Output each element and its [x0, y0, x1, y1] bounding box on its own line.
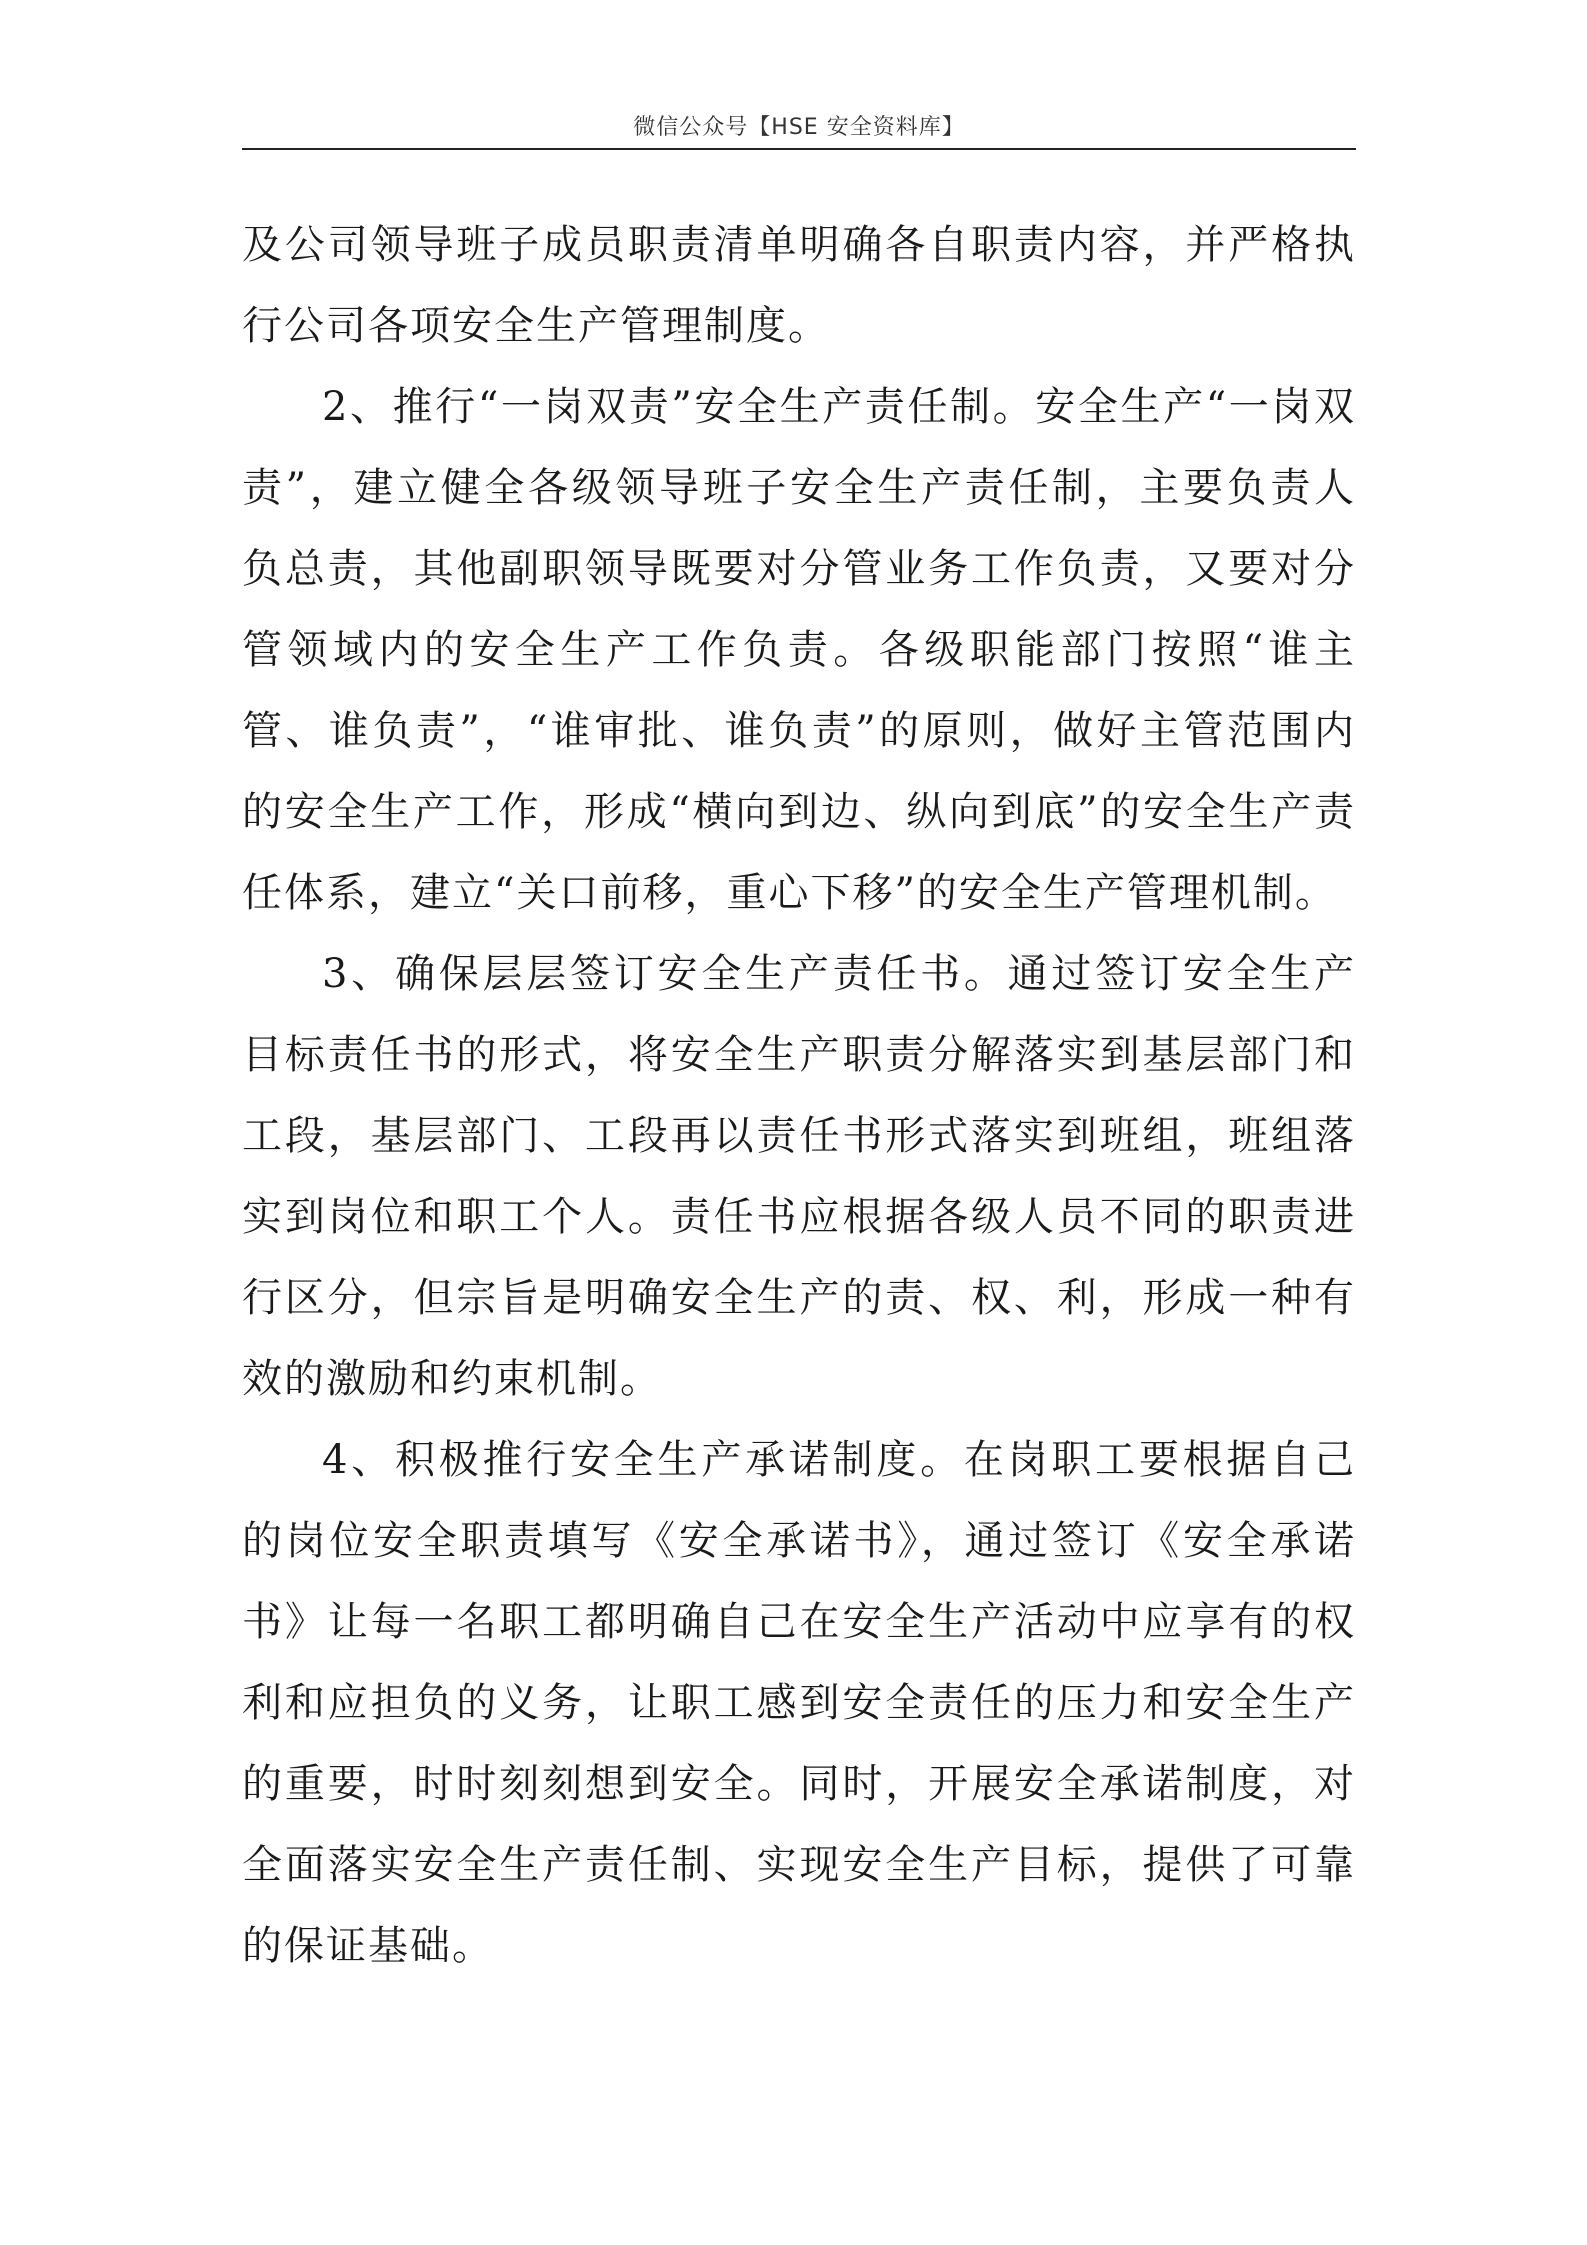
paragraph-continuation: 及公司领导班子成员职责清单明确各自职责内容，并严格执行公司各项安全生产管理制度。	[242, 222, 1356, 349]
paragraph-item-2: 2、推行“一岗双责”安全生产责任制。安全生产“一岗双责”，建立健全各级领导班子安全生产责任制，主要负责人负总责，其他副职领导既要对分管业务工作负责，又要对分管领域内的安全生产工作负责。各级职能部门按照“谁主管、谁负责”，“谁审批、谁负责”的原则，做好主管范围内的安全生产工作，形成“横向到边、纵向到底”的安全生产责任体系，建立“关口前移，重心下移”的安全生产管理机制。	[242, 384, 1356, 916]
document-body	[242, 205, 1356, 1987]
header-text: 微信公众号【HSE 安全资料库】	[633, 115, 965, 140]
paragraph-item-3: 3、确保层层签订安全生产责任书。通过签订安全生产目标责任书的形式，将安全生产职责分解落实到基层部门和工段，基层部门、工段再以责任书形式落实到班组，班组落实到岗位和职工个人。责任书应根据各级人员不同的职责进行区分，但宗旨是明确安全生产的责、权、利，形成一种有效的激励和约束机制。	[242, 951, 1356, 1402]
page-header	[242, 108, 1356, 150]
paragraph-item-4: 4、积极推行安全生产承诺制度。在岗职工要根据自己的岗位安全职责填写《安全承诺书》，通过签订《安全承诺书》让每一名职工都明确自己在安全生产活动中应享有的权利和应担负的义务，让职工感到安全责任的压力和安全生产的重要，时时刻刻想到安全。同时，开展安全承诺制度，对全面落实安全生产责任制、实现安全生产目标，提供了可靠的保证基础。	[242, 1437, 1356, 1969]
